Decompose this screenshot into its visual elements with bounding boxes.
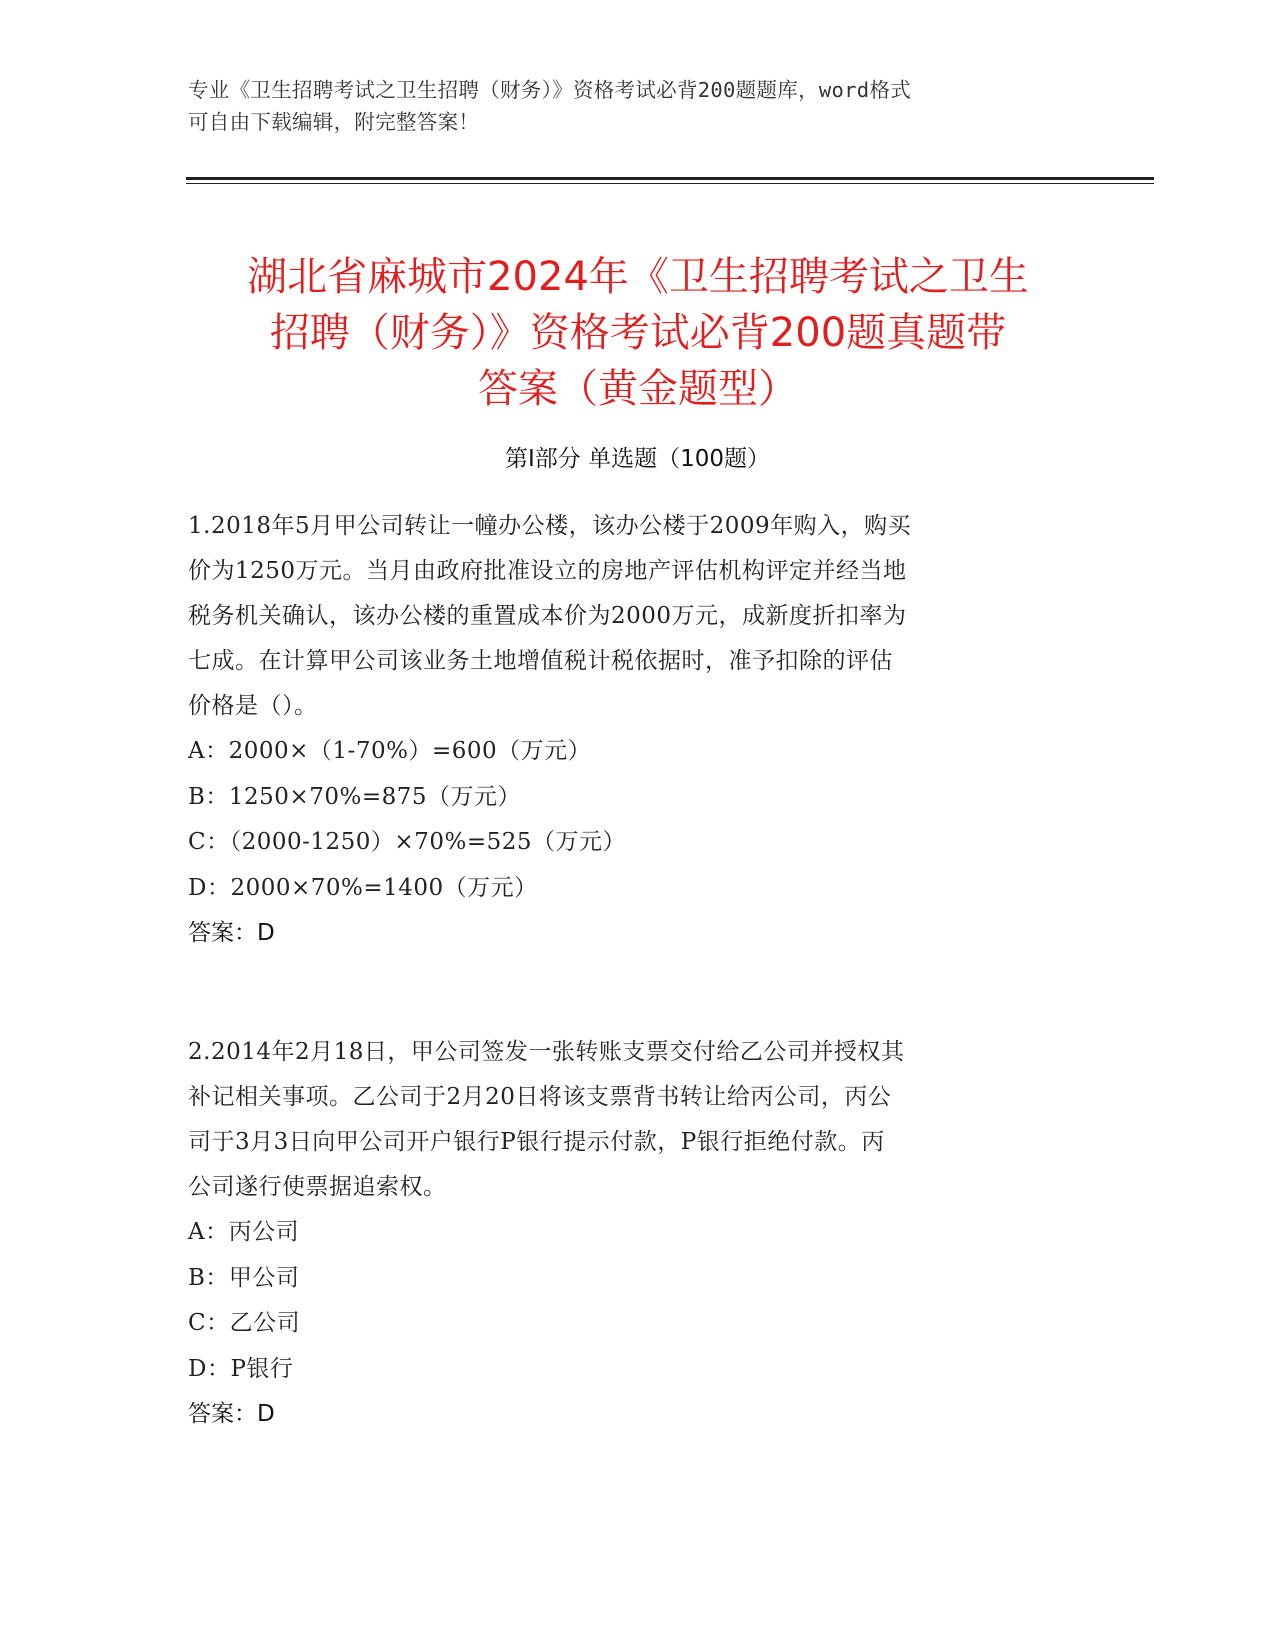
title-line-3: 答案（黄金题型） (478, 365, 798, 412)
option-d: D：2000×70%=1400（万元） (188, 874, 538, 901)
option-b: B：1250×70%=875（万元） (188, 783, 521, 810)
header-divider-thin (186, 183, 1154, 184)
option-c: C：乙公司 (188, 1310, 301, 1336)
section-heading: 第Ⅰ部分 单选题（100题） (505, 446, 770, 472)
title-line-1: 湖北省麻城市2024年《卫生招聘考试之卫生 (247, 253, 1029, 300)
option-a: A：2000×（1-70%）=600（万元） (188, 738, 592, 764)
option-d: D：P银行 (188, 1355, 294, 1382)
question-1 (188, 504, 1088, 956)
answer-label: 答案：D (188, 920, 275, 946)
header-divider-thick (186, 177, 1154, 180)
option-c: C：（2000-1250）×70%=525（万元） (188, 829, 626, 855)
answer-label: 答案：D (188, 1401, 275, 1427)
title-line-2: 招聘（财务）》资格考试必背200题真题带 (269, 309, 1007, 356)
option-b: B：甲公司 (188, 1264, 300, 1291)
header-note (188, 74, 1088, 138)
question-stem: 1.2018年5月甲公司转让一幢办公楼，该办公楼于2009年购入，购买 价为1250万元。当月由政府批准设立的房地产评估机构评定并经当地 税务机关确认，该办公楼的重置成本价为2000万元，成新度折扣率为 七成。在计算甲公司该业务土地增值税计税依据时，准予扣除的评估 价格是（）。 (188, 513, 912, 719)
header-note-line-2: 可自由下载编辑，附完整答案！ (188, 110, 480, 134)
header-note-line-1: 专业《卫生招聘考试之卫生招聘（财务）》资格考试必背200题题库，word格式 (188, 78, 912, 102)
option-a: A：丙公司 (188, 1219, 300, 1245)
document-title (130, 249, 1146, 417)
question-2 (188, 1030, 1088, 1437)
question-stem: 2.2014年2月18日，甲公司签发一张转账支票交付给乙公司并授权其 补记相关事项。乙公司于2月20日将该支票背书转让给丙公司，丙公 司于3月3日向甲公司开户银行P银行提示付款，P银行拒绝付款。丙 公司遂行使票据追索权。 (188, 1039, 905, 1200)
